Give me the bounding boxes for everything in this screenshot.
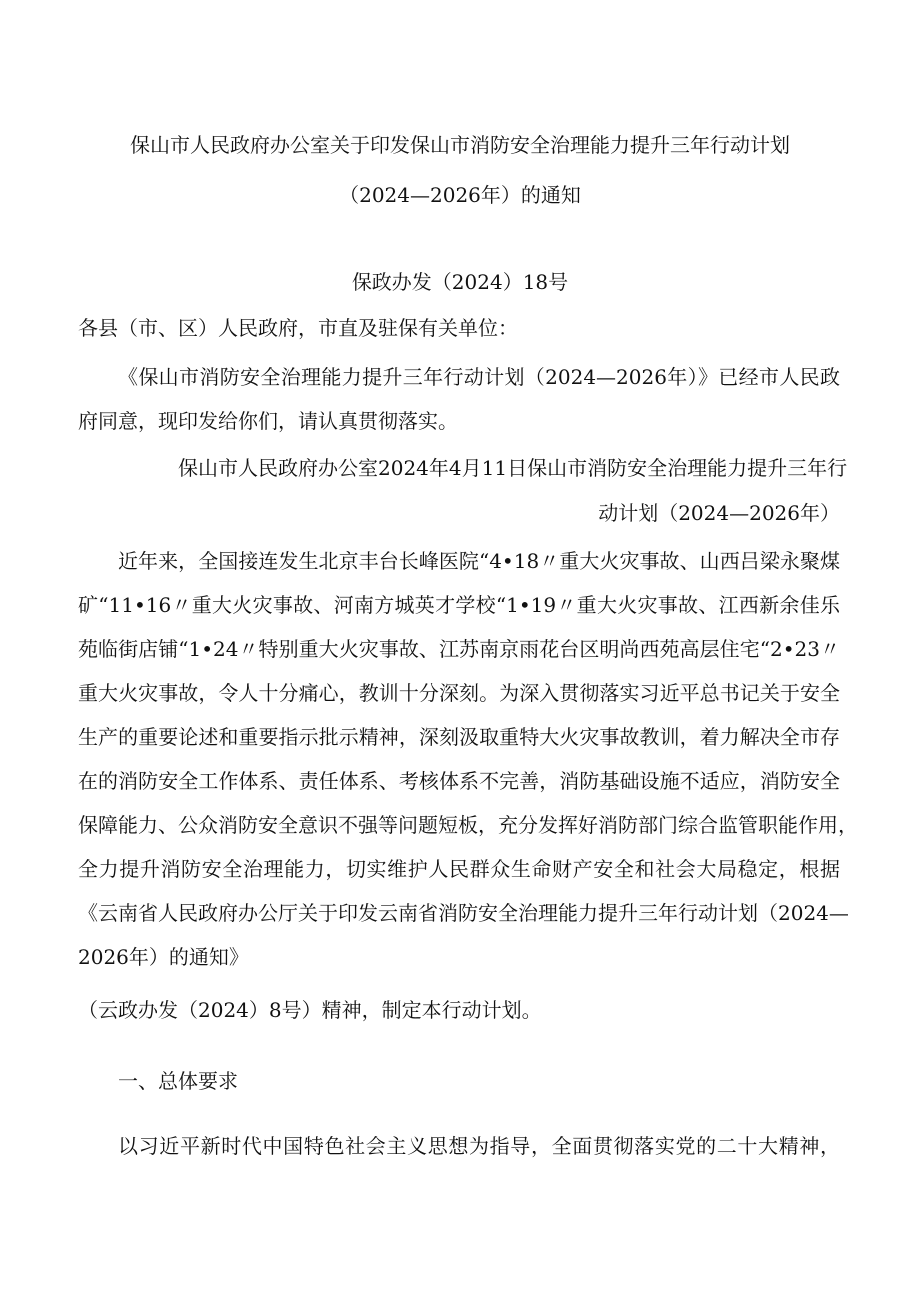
intro-paragraph-line-4: 重大火灾事故，令人十分痛心，教训十分深刻。为深入贯彻落实习近平总书记关于安全	[78, 681, 840, 705]
document-number: 保政办发（2024）18号	[351, 270, 569, 294]
intro-paragraph-line-3: 苑临街店铺“1•24〃特别重大火灾事故、江苏南京雨花台区明尚西苑高层住宅“2•23〃	[78, 637, 840, 661]
intro-paragraph-line-8: 全力提升消防安全治理能力，切实维护人民群众生命财产安全和社会大局稳定，根据	[78, 857, 840, 881]
intro-paragraph-line-1: 近年来，全国接连发生北京丰台长峰医院“4•18〃重大火灾事故、山西吕梁永聚煤	[118, 549, 840, 573]
intro-paragraph-line-10: 2026年）的通知》	[78, 945, 249, 969]
section-heading: 一、总体要求	[118, 1069, 238, 1093]
intro-paragraph-line-5: 生产的重要论述和重要指示批示精神，深刻汲取重特大火灾事故教训，着力解决全市存	[78, 725, 840, 749]
document-title-line-2: （2024—2026年）的通知	[339, 183, 581, 207]
document-title-line-1: 保山市人民政府办公室关于印发保山市消防安全治理能力提升三年行动计划	[130, 133, 790, 157]
section-paragraph-line-1: 以习近平新时代中国特色社会主义思想为指导，全面贯彻落实党的二十大精神，	[118, 1134, 840, 1158]
intro-paragraph-line-9: 《云南省人民政府办公厅关于印发云南省消防安全治理能力提升三年行动计划（2024—	[78, 901, 849, 925]
signature-line-2: 动计划（2024—2026年）	[598, 501, 840, 525]
addressee: 各县（市、区）人民政府，市直及驻保有关单位：	[78, 316, 518, 340]
signature-line-1: 保山市人民政府办公室2024年4月11日保山市消防安全治理能力提升三年行	[178, 456, 848, 480]
notice-body-line-1: 《保山市消防安全治理能力提升三年行动计划（2024—2026年）》已经市人民政	[118, 365, 840, 389]
intro-paragraph-line-7: 保障能力、公众消防安全意识不强等问题短板，充分发挥好消防部门综合监管职能作用，	[78, 813, 858, 837]
intro-paragraph-line-6: 在的消防安全工作体系、责任体系、考核体系不完善，消防基础设施不适应，消防安全	[78, 769, 840, 793]
intro-paragraph-line-11: （云政办发（2024）8号）精神，制定本行动计划。	[78, 998, 542, 1022]
intro-paragraph-line-2: 矿“11•16〃重大火灾事故、河南方城英才学校“1•19〃重大火灾事故、江西新余佳乐	[78, 593, 840, 617]
notice-body-line-2: 府同意，现印发给你们，请认真贯彻落实。	[78, 409, 458, 433]
